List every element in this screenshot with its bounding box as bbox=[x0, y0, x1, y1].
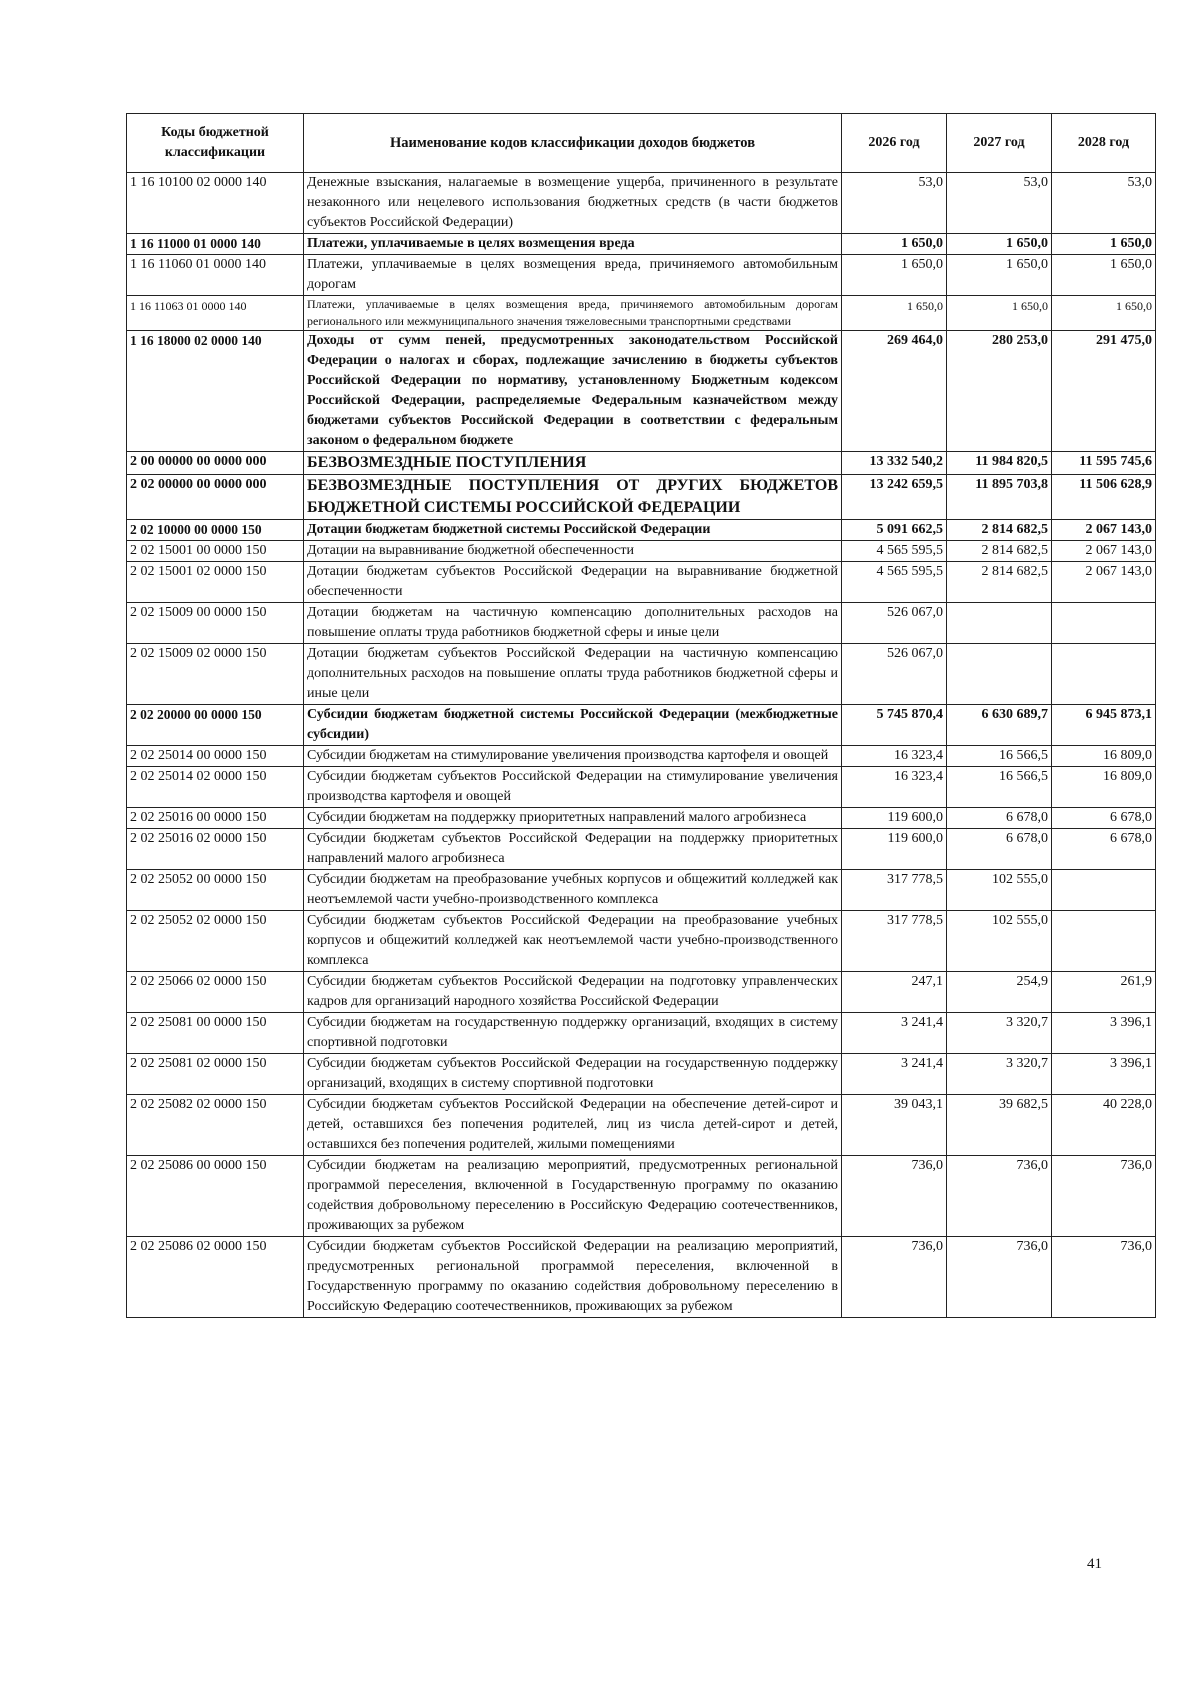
row-code: 2 02 15001 02 0000 150 bbox=[127, 562, 304, 603]
row-value-2026: 119 600,0 bbox=[842, 829, 947, 870]
row-value-2026: 1 650,0 bbox=[842, 234, 947, 255]
row-value-2028: 40 228,0 bbox=[1052, 1095, 1156, 1156]
row-code: 2 02 15001 00 0000 150 bbox=[127, 541, 304, 562]
row-value-2028: 6 945 873,1 bbox=[1052, 705, 1156, 746]
row-name: Дотации бюджетам на частичную компенсацию дополнительных расходов на повышение оплаты труда работников бюджетной сферы и иные цели bbox=[304, 603, 842, 644]
row-value-2028 bbox=[1052, 870, 1156, 911]
row-value-2028 bbox=[1052, 911, 1156, 972]
row-value-2027: 6 630 689,7 bbox=[947, 705, 1052, 746]
row-name: Дотации бюджетам субъектов Российской Федерации на частичную компенсацию дополнительных расходов на повышение оплаты труда работников бюджетной сферы и иные цели bbox=[304, 644, 842, 705]
page-number: 41 bbox=[1087, 1556, 1102, 1572]
row-code: 2 02 15009 02 0000 150 bbox=[127, 644, 304, 705]
row-code: 2 02 25052 00 0000 150 bbox=[127, 870, 304, 911]
row-value-2028: 2 067 143,0 bbox=[1052, 520, 1156, 541]
row-code: 2 02 15009 00 0000 150 bbox=[127, 603, 304, 644]
header-2027: 2027 год bbox=[947, 114, 1052, 173]
row-code: 2 02 25081 02 0000 150 bbox=[127, 1054, 304, 1095]
table-row bbox=[127, 255, 1156, 296]
row-name: Субсидии бюджетам субъектов Российской Федерации на поддержку приоритетных направлений малого агробизнеса bbox=[304, 829, 842, 870]
table-row bbox=[127, 911, 1156, 972]
row-value-2028: 6 678,0 bbox=[1052, 829, 1156, 870]
row-value-2027: 254,9 bbox=[947, 972, 1052, 1013]
table-row bbox=[127, 173, 1156, 234]
row-value-2027: 11 895 703,8 bbox=[947, 475, 1052, 520]
table-row bbox=[127, 746, 1156, 767]
row-value-2026: 1 650,0 bbox=[842, 296, 947, 331]
row-value-2028: 736,0 bbox=[1052, 1156, 1156, 1237]
table-row bbox=[127, 1095, 1156, 1156]
row-value-2028: 16 809,0 bbox=[1052, 746, 1156, 767]
row-value-2027: 39 682,5 bbox=[947, 1095, 1052, 1156]
header-name: Наименование кодов классификации доходов бюджетов bbox=[304, 114, 842, 173]
row-code: 2 02 20000 00 0000 150 bbox=[127, 705, 304, 746]
table-row bbox=[127, 541, 1156, 562]
row-value-2027: 736,0 bbox=[947, 1156, 1052, 1237]
row-code: 1 16 11000 01 0000 140 bbox=[127, 234, 304, 255]
header-code: Коды бюджетной классификации bbox=[127, 114, 304, 173]
row-value-2028: 53,0 bbox=[1052, 173, 1156, 234]
header-2028: 2028 год bbox=[1052, 114, 1156, 173]
row-value-2026: 13 242 659,5 bbox=[842, 475, 947, 520]
row-code: 2 02 25081 00 0000 150 bbox=[127, 1013, 304, 1054]
row-value-2027: 1 650,0 bbox=[947, 296, 1052, 331]
row-value-2028 bbox=[1052, 644, 1156, 705]
row-value-2026: 1 650,0 bbox=[842, 255, 947, 296]
row-code: 2 02 25086 02 0000 150 bbox=[127, 1237, 304, 1318]
row-value-2028: 1 650,0 bbox=[1052, 234, 1156, 255]
header-2026: 2026 год bbox=[842, 114, 947, 173]
row-value-2026: 526 067,0 bbox=[842, 603, 947, 644]
row-code: 2 02 10000 00 0000 150 bbox=[127, 520, 304, 541]
row-code: 2 00 00000 00 0000 000 bbox=[127, 452, 304, 475]
row-value-2026: 39 043,1 bbox=[842, 1095, 947, 1156]
row-code: 1 16 11060 01 0000 140 bbox=[127, 255, 304, 296]
row-value-2027: 11 984 820,5 bbox=[947, 452, 1052, 475]
row-value-2027: 2 814 682,5 bbox=[947, 562, 1052, 603]
row-name: Платежи, уплачиваемые в целях возмещения вреда bbox=[304, 234, 842, 255]
table-row bbox=[127, 644, 1156, 705]
table-header-row bbox=[127, 114, 1156, 173]
row-name: Субсидии бюджетам субъектов Российской Федерации на государственную поддержку организаций, входящих в систему спортивной подготовки bbox=[304, 1054, 842, 1095]
row-value-2028: 736,0 bbox=[1052, 1237, 1156, 1318]
row-value-2027: 102 555,0 bbox=[947, 870, 1052, 911]
row-name: БЕЗВОЗМЕЗДНЫЕ ПОСТУПЛЕНИЯ ОТ ДРУГИХ БЮДЖЕТОВ БЮДЖЕТНОЙ СИСТЕМЫ РОССИЙСКОЙ ФЕДЕРАЦИИ bbox=[304, 475, 842, 520]
table-row bbox=[127, 603, 1156, 644]
row-value-2026: 317 778,5 bbox=[842, 911, 947, 972]
row-code: 2 02 25082 02 0000 150 bbox=[127, 1095, 304, 1156]
table-row bbox=[127, 1013, 1156, 1054]
row-value-2027: 53,0 bbox=[947, 173, 1052, 234]
row-value-2028: 11 506 628,9 bbox=[1052, 475, 1156, 520]
row-name: Платежи, уплачиваемые в целях возмещения вреда, причиняемого автомобильным дорогам bbox=[304, 255, 842, 296]
budget-table bbox=[126, 113, 1156, 1318]
table-row bbox=[127, 1156, 1156, 1237]
row-name: Денежные взыскания, налагаемые в возмещение ущерба, причиненного в результате незаконного или нецелевого использования бюджетных средств (в части бюджетов субъектов Российской Федерации) bbox=[304, 173, 842, 234]
row-value-2028: 6 678,0 bbox=[1052, 808, 1156, 829]
row-code: 1 16 10100 02 0000 140 bbox=[127, 173, 304, 234]
table-row bbox=[127, 972, 1156, 1013]
row-code: 2 02 25016 00 0000 150 bbox=[127, 808, 304, 829]
row-value-2027: 2 814 682,5 bbox=[947, 541, 1052, 562]
row-name: Субсидии бюджетам субъектов Российской Федерации на обеспечение детей-сирот и детей, оставшихся без попечения родителей, лиц из числа детей-сирот и детей, оставшихся без попечения родителей, жилыми помещениями bbox=[304, 1095, 842, 1156]
row-value-2026: 736,0 bbox=[842, 1237, 947, 1318]
row-name: БЕЗВОЗМЕЗДНЫЕ ПОСТУПЛЕНИЯ bbox=[304, 452, 842, 475]
row-code: 2 02 25086 00 0000 150 bbox=[127, 1156, 304, 1237]
row-code: 1 16 11063 01 0000 140 bbox=[127, 296, 304, 331]
table-row bbox=[127, 331, 1156, 452]
row-value-2027: 6 678,0 bbox=[947, 829, 1052, 870]
table-row bbox=[127, 829, 1156, 870]
row-name: Субсидии бюджетам бюджетной системы Российской Федерации (межбюджетные субсидии) bbox=[304, 705, 842, 746]
row-name: Субсидии бюджетам субъектов Российской Федерации на подготовку управленческих кадров для организаций народного хозяйства Российской Федерации bbox=[304, 972, 842, 1013]
row-value-2027: 16 566,5 bbox=[947, 767, 1052, 808]
row-value-2026: 5 091 662,5 bbox=[842, 520, 947, 541]
row-value-2026: 4 565 595,5 bbox=[842, 541, 947, 562]
row-code: 2 02 25016 02 0000 150 bbox=[127, 829, 304, 870]
row-value-2028: 16 809,0 bbox=[1052, 767, 1156, 808]
row-code: 2 02 25014 00 0000 150 bbox=[127, 746, 304, 767]
row-code: 2 02 00000 00 0000 000 bbox=[127, 475, 304, 520]
table-row bbox=[127, 1237, 1156, 1318]
row-name: Субсидии бюджетам субъектов Российской Федерации на реализацию мероприятий, предусмотренных региональной программой переселения, включенной в Государственную программу по оказанию содействия добровольному переселению в Российскую Федерацию соотечественников, проживающих за рубежом bbox=[304, 1237, 842, 1318]
row-code: 1 16 18000 02 0000 140 bbox=[127, 331, 304, 452]
row-value-2027: 280 253,0 bbox=[947, 331, 1052, 452]
row-name: Дотации бюджетам бюджетной системы Российской Федерации bbox=[304, 520, 842, 541]
row-value-2027: 3 320,7 bbox=[947, 1013, 1052, 1054]
row-value-2026: 3 241,4 bbox=[842, 1013, 947, 1054]
row-code: 2 02 25014 02 0000 150 bbox=[127, 767, 304, 808]
row-value-2027: 6 678,0 bbox=[947, 808, 1052, 829]
row-value-2027: 1 650,0 bbox=[947, 255, 1052, 296]
row-value-2027 bbox=[947, 603, 1052, 644]
row-value-2026: 16 323,4 bbox=[842, 767, 947, 808]
table-row bbox=[127, 234, 1156, 255]
row-name: Доходы от сумм пеней, предусмотренных законодательством Российской Федерации о налогах и сборах, подлежащие зачислению в бюджеты субъектов Российской Федерации по нормативу, установленному Бюджетным кодексом Российской Федерации, распределяемые Федеральным казначейством между бюджетами субъектов Российской Федерации в соответствии с федеральным законом о федеральном бюджете bbox=[304, 331, 842, 452]
table-row bbox=[127, 705, 1156, 746]
row-value-2028 bbox=[1052, 603, 1156, 644]
row-value-2026: 247,1 bbox=[842, 972, 947, 1013]
row-code: 2 02 25066 02 0000 150 bbox=[127, 972, 304, 1013]
row-value-2026: 3 241,4 bbox=[842, 1054, 947, 1095]
row-value-2027: 1 650,0 bbox=[947, 234, 1052, 255]
row-value-2026: 5 745 870,4 bbox=[842, 705, 947, 746]
table-row bbox=[127, 452, 1156, 475]
row-value-2026: 526 067,0 bbox=[842, 644, 947, 705]
table-row bbox=[127, 1054, 1156, 1095]
row-value-2027: 102 555,0 bbox=[947, 911, 1052, 972]
row-value-2027: 736,0 bbox=[947, 1237, 1052, 1318]
row-name: Субсидии бюджетам на преобразование учебных корпусов и общежитий колледжей как неотъемлемой части учебно-производственного комплекса bbox=[304, 870, 842, 911]
table-row bbox=[127, 870, 1156, 911]
row-name: Субсидии бюджетам субъектов Российской Федерации на преобразование учебных корпусов и общежитий колледжей как неотъемлемой части учебно-производственного комплекса bbox=[304, 911, 842, 972]
row-value-2028: 291 475,0 bbox=[1052, 331, 1156, 452]
row-name: Субсидии бюджетам на государственную поддержку организаций, входящих в систему спортивной подготовки bbox=[304, 1013, 842, 1054]
row-value-2026: 16 323,4 bbox=[842, 746, 947, 767]
row-value-2028: 2 067 143,0 bbox=[1052, 562, 1156, 603]
row-value-2028: 2 067 143,0 bbox=[1052, 541, 1156, 562]
row-name: Субсидии бюджетам на стимулирование увеличения производства картофеля и овощей bbox=[304, 746, 842, 767]
table-row bbox=[127, 808, 1156, 829]
table-row bbox=[127, 767, 1156, 808]
row-value-2028: 261,9 bbox=[1052, 972, 1156, 1013]
row-value-2028: 3 396,1 bbox=[1052, 1054, 1156, 1095]
row-value-2026: 4 565 595,5 bbox=[842, 562, 947, 603]
row-value-2027 bbox=[947, 644, 1052, 705]
row-name: Субсидии бюджетам субъектов Российской Федерации на стимулирование увеличения производства картофеля и овощей bbox=[304, 767, 842, 808]
row-value-2026: 53,0 bbox=[842, 173, 947, 234]
row-value-2027: 3 320,7 bbox=[947, 1054, 1052, 1095]
row-value-2028: 3 396,1 bbox=[1052, 1013, 1156, 1054]
table-row bbox=[127, 562, 1156, 603]
row-value-2026: 317 778,5 bbox=[842, 870, 947, 911]
row-name: Платежи, уплачиваемые в целях возмещения вреда, причиняемого автомобильным дорогам регионального или межмуниципального значения тяжеловесными транспортными средствами bbox=[304, 296, 842, 331]
row-value-2028: 1 650,0 bbox=[1052, 255, 1156, 296]
row-value-2026: 269 464,0 bbox=[842, 331, 947, 452]
row-name: Дотации на выравнивание бюджетной обеспеченности bbox=[304, 541, 842, 562]
row-name: Субсидии бюджетам на поддержку приоритетных направлений малого агробизнеса bbox=[304, 808, 842, 829]
row-value-2026: 13 332 540,2 bbox=[842, 452, 947, 475]
table-row bbox=[127, 520, 1156, 541]
table-row bbox=[127, 296, 1156, 331]
row-value-2026: 736,0 bbox=[842, 1156, 947, 1237]
row-value-2027: 16 566,5 bbox=[947, 746, 1052, 767]
row-name: Субсидии бюджетам на реализацию мероприятий, предусмотренных региональной программой переселения, включенной в Государственную программу по оказанию содействия добровольному переселению в Российскую Федерацию соотечественников, проживающих за рубежом bbox=[304, 1156, 842, 1237]
row-value-2028: 11 595 745,6 bbox=[1052, 452, 1156, 475]
row-value-2028: 1 650,0 bbox=[1052, 296, 1156, 331]
row-code: 2 02 25052 02 0000 150 bbox=[127, 911, 304, 972]
row-name: Дотации бюджетам субъектов Российской Федерации на выравнивание бюджетной обеспеченности bbox=[304, 562, 842, 603]
table-row bbox=[127, 475, 1156, 520]
row-value-2027: 2 814 682,5 bbox=[947, 520, 1052, 541]
row-value-2026: 119 600,0 bbox=[842, 808, 947, 829]
